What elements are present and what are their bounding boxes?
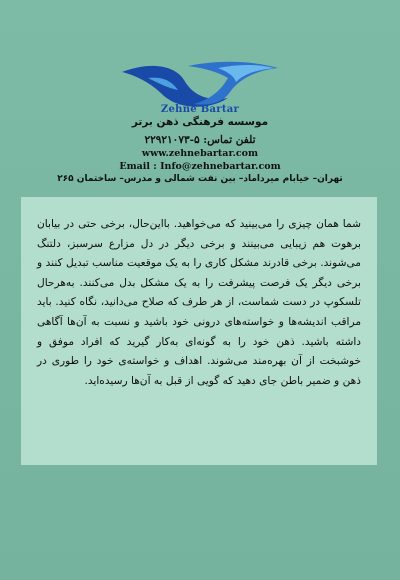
postal-address: تهران– خیابام میرداماد– بین نفت شمالی و مدرس– ساختمان ۲۶۵ xyxy=(57,174,343,184)
phone-number: تلفن تماس: ۵-۲۲۹۲۱۰۷۳ xyxy=(144,134,256,146)
description-panel xyxy=(21,197,377,465)
description-text: شما همان چیزی را می‌بینید که می‌خواهید. بااین‌حال، برخی حتی در بیابان برهوت هم زیبایی می‌بینند و برخی دیگر در دل مزارع سرسبز، دلتنگ می‌شوند. برخی قادرند مشکل کاری را به یک موقعیت مناسب تبدیل کنند و برخی دیگر یک فرصت پیشرفت را به یک مشکل بدل می‌کنند. به‌هرحال تلسکوپ در دست شماست، از هر طرف که صلاح می‌دانید، نگاه کنید. باید مراقب اندیشه‌ها و خواسته‌های درونی خود باشید و نسبت به آن‌ها آگاهی داشته باشید. ذهن خود را به گونه‌ای به‌کار گیرید که افراد موفق و خوشبخت از آن بهره‌مند می‌شوند. اهداف و خواسته‌ی خود را طوری در ذهن و ضمیر باطن جای دهید که گویی از قبل به آن‌ها رسیده‌اید. xyxy=(37,218,361,387)
email-address[interactable]: Email : Info@zehnebartar.com xyxy=(119,161,281,172)
brand-name-english: Zehne Bartar xyxy=(160,104,240,115)
contact-info xyxy=(0,134,400,186)
brand-name-persian: موسسه فرهنگی ذهن برتر xyxy=(131,116,269,128)
website-link[interactable]: www.zehnebartar.com xyxy=(141,148,259,159)
